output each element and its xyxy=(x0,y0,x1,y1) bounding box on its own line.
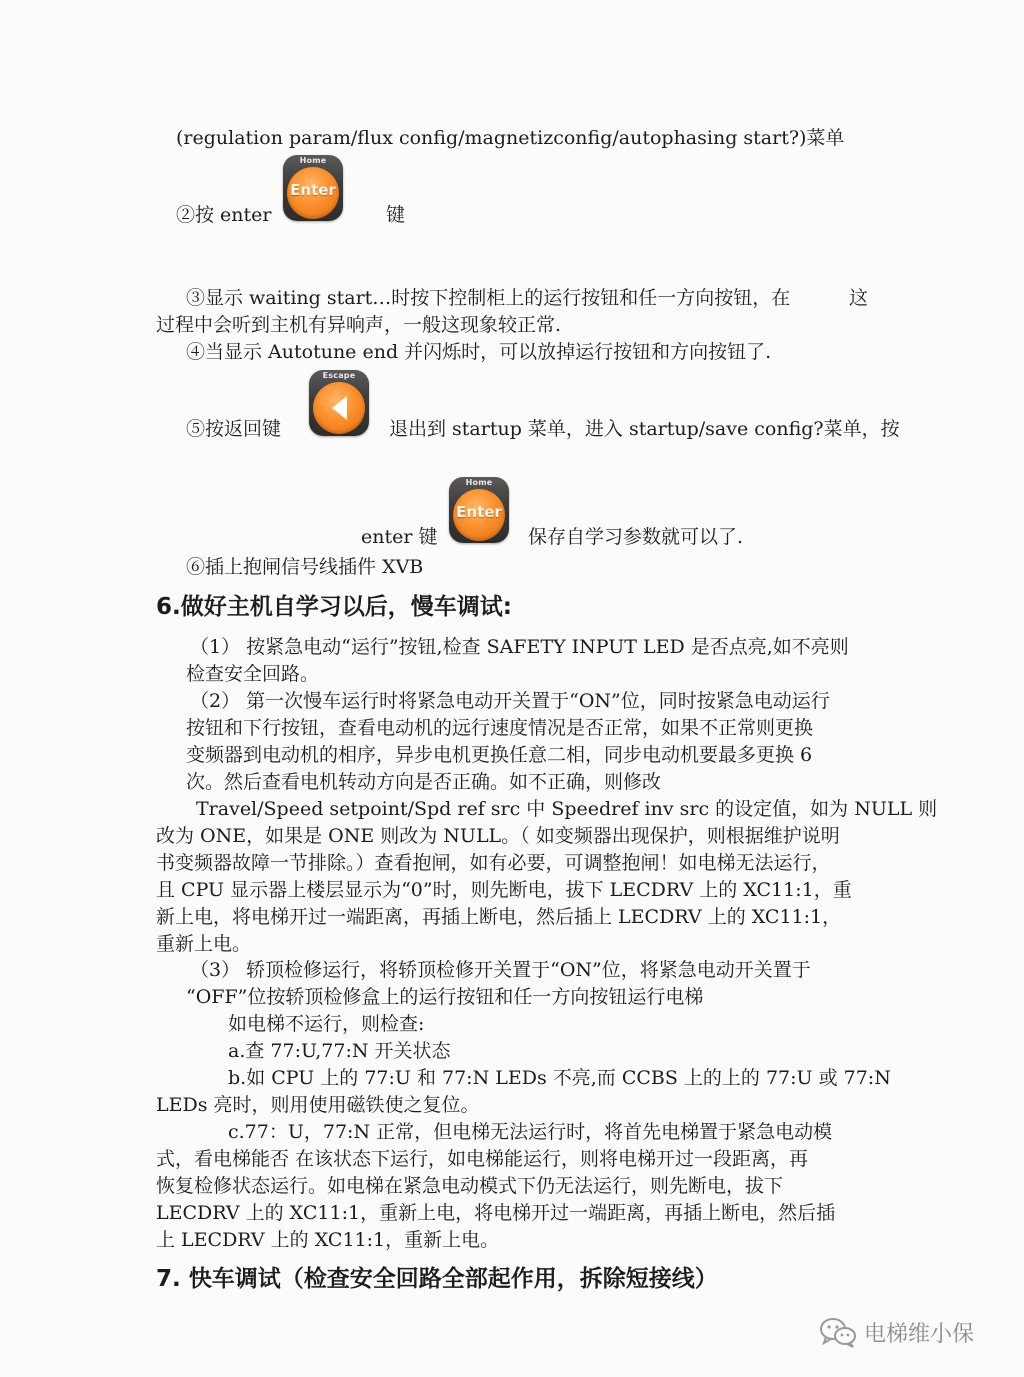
s6-p2-line-3: 变频器到电动机的相序，异步电机更换任意二相，同步电动机要最多更换 6 xyxy=(186,744,813,766)
s6-p1-line-1: （1） 按紧急电动“运行”按钮,检查 SAFETY INPUT LED 是否点亮,如不亮则 xyxy=(190,636,849,658)
step-2-text: ②按 enter xyxy=(176,204,272,226)
step-2-text-end: 键 xyxy=(386,204,406,226)
s6-p3-line-6: LEDs 亮时，则用使用磁铁使之复位。 xyxy=(156,1094,480,1116)
s6-p2-line-10: 重新上电。 xyxy=(156,933,252,955)
step-3-text-cont: 过程中会听到主机有异响声，一般这现象较正常. xyxy=(156,314,562,336)
section-6-heading: 6.做好主机自学习以后，慢车调试: xyxy=(156,594,512,620)
step-5-save-text: 保存自学习参数就可以了. xyxy=(528,526,744,548)
s6-p2-line-9: 新上电，将电梯开过一端距离，再插上断电，然后插上 LECDRV 上的 XC11:1， xyxy=(156,906,842,928)
step-5-text-cont: 退出到 startup 菜单，进入 startup/save config?菜单，按 xyxy=(389,418,900,440)
s6-p3-line-10: LECDRV 上的 XC11:1，重新上电，将电梯开过一端距离，再插上断电，然后插 xyxy=(156,1202,836,1224)
back-arrow-icon xyxy=(332,396,347,420)
s6-p2-line-8: 且 CPU 显示器上楼层显示为“0”时，则先断电，拔下 LECDRV 上的 XC11:1，重 xyxy=(156,879,852,901)
watermark-text: 电梯维小保 xyxy=(864,1321,975,1347)
s6-p2-line-7: 书变频器故障一节排除。）查看抱闸，如有必要，可调整抱闸！如电梯无法运行， xyxy=(156,852,831,874)
s6-p2-line-1: （2） 第一次慢车运行时将紧急电动开关置于“ON”位，同时按紧急电动运行 xyxy=(190,690,830,712)
s6-p3-line-7: c.77：U，77:N 正常，但电梯无法运行时，将首先电梯置于紧急电动模 xyxy=(228,1121,833,1143)
step-5-enter-text: enter 键 xyxy=(361,526,438,548)
s6-p3-line-2: “OFF”位按轿顶检修盒上的运行按钮和任一方向按钮运行电梯 xyxy=(186,986,704,1008)
step-4-text: ④当显示 Autotune end 并闪烁时，可以放掉运行按钮和方向按钮了. xyxy=(186,341,772,363)
step-3-text-end: 这 xyxy=(849,287,869,309)
enter-key-icon-2: Home Enter xyxy=(449,477,509,543)
s6-p3-line-9: 恢复检修状态运行。如电梯在紧急电动模式下仍无法运行，则先断电，拔下 xyxy=(156,1175,784,1197)
escape-key-icon: Escape xyxy=(309,370,369,436)
s6-p1-line-2: 检查安全回路。 xyxy=(186,663,320,685)
enter-key-icon: Home Enter xyxy=(283,155,343,221)
wechat-watermark xyxy=(818,1316,974,1348)
step-5-text: ⑤按返回键 xyxy=(186,418,282,440)
wechat-icon xyxy=(818,1316,858,1348)
section-7-heading: 7. 快车调试（检查安全回路全部起作用，拆除短接线） xyxy=(156,1266,718,1292)
s6-p3-line-11: 上 LECDRV 上的 XC11:1，重新上电。 xyxy=(156,1229,500,1251)
s6-p3-line-3: 如电梯不运行，则检查: xyxy=(228,1013,425,1035)
s6-p2-line-6: 改为 ONE，如果是 ONE 则改为 NULL。（ 如变频器出现保护，则根据维护说明 xyxy=(156,825,840,847)
step-6-text: ⑥插上抱闸信号线插件 XVB xyxy=(186,556,424,578)
s6-p3-line-5: b.如 CPU 上的 77:U 和 77:N LEDs 不亮,而 CCBS 上的上的 77:U 或 77:N xyxy=(228,1067,891,1089)
s6-p2-line-5: Travel/Speed setpoint/Spd ref src 中 Speedref inv src 的设定值，如为 NULL 则 xyxy=(196,798,938,820)
s6-p3-line-4: a.查 77:U,77:N 开关状态 xyxy=(228,1040,451,1062)
step-3-text: ③显示 waiting start…时按下控制柜上的运行按钮和任一方向按钮，在 xyxy=(186,287,791,309)
s6-p3-line-1: （3） 轿顶检修运行，将轿顶检修开关置于“ON”位，将紧急电动开关置于 xyxy=(190,959,811,981)
s6-p2-line-2: 按钮和下行按钮，查看电动机的远行速度情况是否正常，如果不正常则更换 xyxy=(186,717,814,739)
menu-path-line: (regulation param/flux config/magnetizconfig/autophasing start?)菜单 xyxy=(176,127,845,149)
s6-p2-line-4: 次。然后查看电机转动方向是否正确。如不正确，则修改 xyxy=(186,771,662,793)
s6-p3-line-8: 式，看电梯能否 在该状态下运行，如电梯能运行，则将电梯开过一段距离，再 xyxy=(156,1148,809,1170)
